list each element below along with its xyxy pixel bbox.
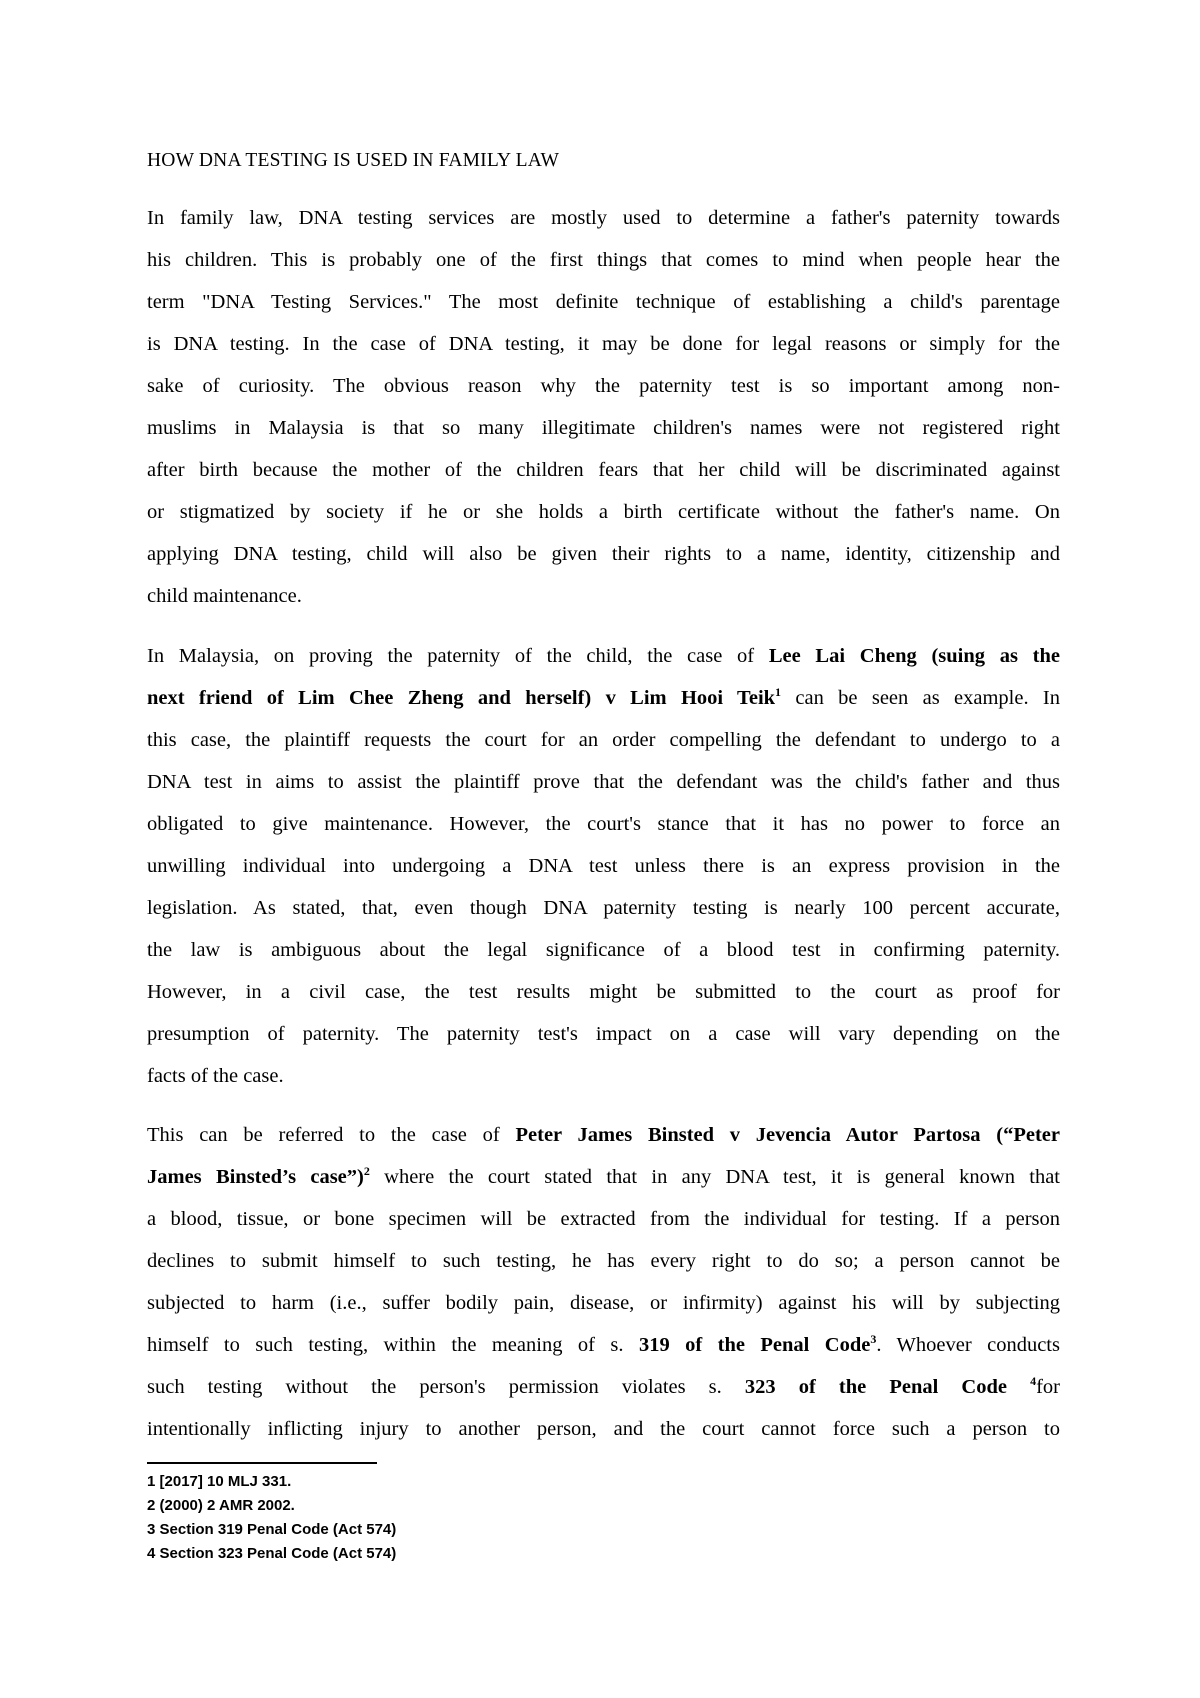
paragraph-line: the law is ambiguous about the legal significance of a blood test in confirming paternity. [147,939,1060,961]
paragraph-line: In family law, DNA testing services are mostly used to determine a father's paternity towards [147,207,1060,229]
footnote-separator [147,1462,377,1464]
footnote: 2 (2000) 2 AMR 2002. [147,1497,295,1514]
footnote-ref: 1 [775,685,782,700]
paragraph-line: DNA test in aims to assist the plaintiff prove that the defendant was the child's father and thus [147,771,1060,793]
footnote-ref: 2 [363,1164,370,1179]
footnote-ref: 3 [870,1332,877,1347]
paragraph-line: unwilling individual into undergoing a DNA test unless there is an express provision in the [147,855,1060,877]
paragraph-line: presumption of paternity. The paternity test's impact on a case will vary depending on the [147,1023,1060,1045]
paragraph-line: is DNA testing. In the case of DNA testing, it may be done for legal reasons or simply for the [147,333,1060,355]
text-run: can be seen as example. In [781,687,1060,709]
paragraph-line: term "DNA Testing Services." The most definite technique of establishing a child's parentage [147,291,1060,313]
paragraph-line [147,1164,1060,1190]
paragraph-line: after birth because the mother of the children fears that her child will be discriminated against [147,459,1060,481]
text-run: This can be referred to the case of [147,1124,516,1146]
paragraph-line [147,1122,1060,1148]
paragraph-line: his children. This is probably one of the first things that comes to mind when people hear the [147,249,1060,271]
paragraph-line: sake of curiosity. The obvious reason why the paternity test is so important among non- [147,375,1060,397]
case-citation: James Binsted’s case”) [147,1166,364,1188]
statute-reference: 319 of the Penal Code [638,1334,871,1356]
case-citation: next friend of Lim Chee Zheng and herself) v Lim Hooi Teik [147,687,776,709]
page-title: HOW DNA TESTING IS USED IN FAMILY LAW [147,150,560,171]
footnote-ref: 4 [1030,1374,1037,1389]
paragraph-line: obligated to give maintenance. However, the court's stance that it has no power to force an [147,813,1060,835]
paragraph-line [147,1332,1060,1358]
text-run: such testing without the person's permission violates s. [147,1376,745,1398]
case-citation: Peter James Binsted v Jevencia Autor Partosa (“Peter [515,1124,1060,1146]
text-run: In Malaysia, on proving the paternity of the child, the case of [147,645,769,667]
paragraph-line: However, in a civil case, the test results might be submitted to the court as proof for [147,981,1060,1003]
text-run: . Whoever conducts [876,1334,1060,1356]
paragraph-line: legislation. As stated, that, even though DNA paternity testing is nearly 100 percent accurate, [147,897,1060,919]
text-run: himself to such testing, within the meaning of s. [147,1334,639,1356]
paragraph-line: a blood, tissue, or bone specimen will be extracted from the individual for testing. If a person [147,1208,1060,1230]
paragraph-line: or stigmatized by society if he or she holds a birth certificate without the father's name. On [147,501,1060,523]
paragraph-line: child maintenance. [147,585,302,607]
paragraph-line [147,685,1060,711]
paragraph-line [147,1374,1060,1400]
text-run: where the court stated that in any DNA test, it is general known that [369,1166,1060,1188]
paragraph-line: intentionally inflicting injury to another person, and the court cannot force such a person to [147,1418,1060,1440]
case-citation: Lee Lai Cheng (suing as the [768,645,1060,667]
paragraph-line: subjected to harm (i.e., suffer bodily pain, disease, or infirmity) against his will by subjecting [147,1292,1060,1314]
footnote: 1 [2017] 10 MLJ 331. [147,1473,292,1490]
footnote: 3 Section 319 Penal Code (Act 574) [147,1521,397,1538]
text-run: for [1036,1376,1060,1398]
statute-reference: 323 of the Penal Code [744,1376,1007,1398]
footnote: 4 Section 323 Penal Code (Act 574) [147,1545,397,1562]
paragraph-line: muslims in Malaysia is that so many illegitimate children's names were not registered right [147,417,1060,439]
paragraph-line [147,643,1060,669]
paragraph-line: applying DNA testing, child will also be given their rights to a name, identity, citizenship and [147,543,1060,565]
paragraph-line: declines to submit himself to such testing, he has every right to do so; a person cannot be [147,1250,1060,1272]
paragraph-line: this case, the plaintiff requests the court for an order compelling the defendant to undergo to a [147,729,1060,751]
paragraph-line: facts of the case. [147,1065,284,1087]
